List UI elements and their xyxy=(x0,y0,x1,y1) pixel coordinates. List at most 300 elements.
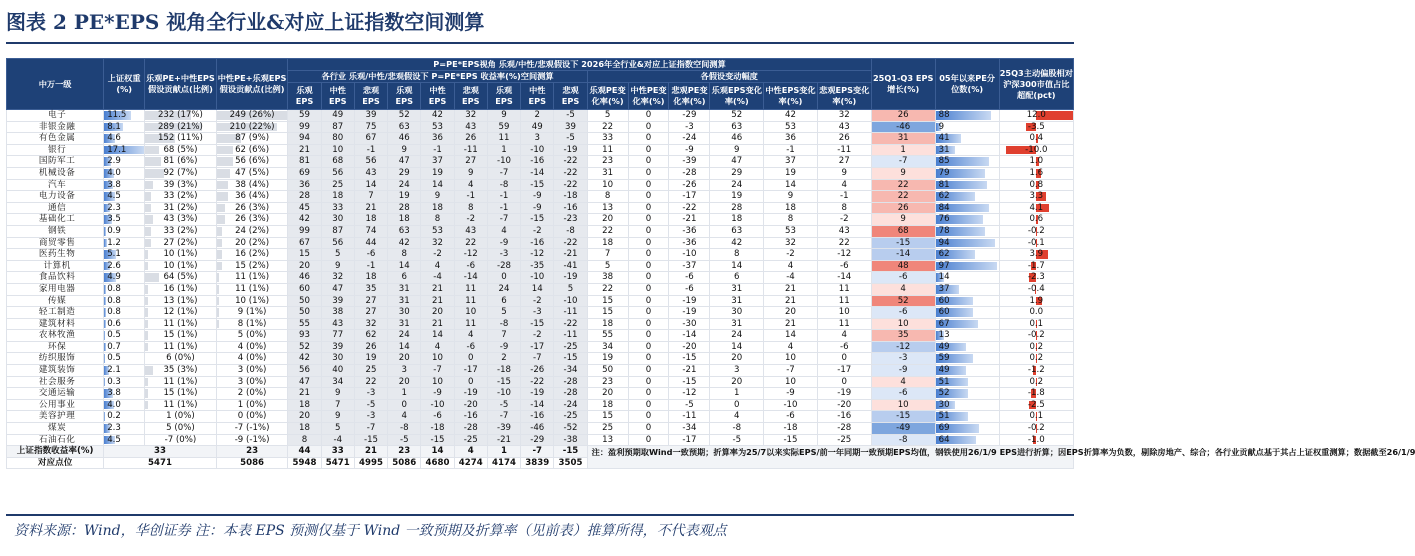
value-cell: 6 xyxy=(487,295,520,307)
value-cell: 3 xyxy=(710,365,764,377)
pe-percentile-value: 31 xyxy=(938,144,950,155)
value-cell: 24 xyxy=(388,179,421,191)
contrib-b-cell xyxy=(216,365,288,377)
weight-cell xyxy=(104,365,145,377)
contrib-a-cell xyxy=(145,191,217,203)
value-cell: 39 xyxy=(321,341,354,353)
value-cell: -15 xyxy=(354,434,387,446)
value-cell: 0 xyxy=(628,388,669,400)
value-cell: -17 xyxy=(669,434,710,446)
overweight-cell xyxy=(999,260,1073,272)
value-cell: -18 xyxy=(764,423,818,435)
value-cell: 5 xyxy=(587,110,628,122)
value-cell: 0 xyxy=(487,272,520,284)
table-row xyxy=(7,225,1074,237)
eps-growth-cell: -8 xyxy=(871,434,935,446)
value-cell: -15 xyxy=(764,434,818,446)
contrib-b-value: 87 (9%) xyxy=(235,133,270,144)
value-cell: 59 xyxy=(487,121,520,133)
value-cell: 0 xyxy=(628,144,669,156)
value-cell: 37 xyxy=(764,156,818,168)
value-cell: -12 xyxy=(521,249,554,261)
value-cell: 0 xyxy=(628,237,669,249)
group-header-returns: 各行业 乐观/中性/悲观假设下 P=PE*EPS 收益率(%)空间测算 xyxy=(288,71,587,83)
value-cell: 7 xyxy=(587,249,628,261)
value-cell: 4 xyxy=(817,330,871,342)
value-cell: 0 xyxy=(628,307,669,319)
value-cell: -3 xyxy=(669,121,710,133)
value-cell: 0 xyxy=(628,365,669,377)
contrib-a-value: -7 (0%) xyxy=(164,434,197,445)
overweight-value: 0.1 xyxy=(1029,318,1044,329)
value-cell: 4 xyxy=(454,330,487,342)
contrib-a-value: 152 (11%) xyxy=(157,133,203,144)
table-body xyxy=(7,110,1415,469)
value-cell: 87 xyxy=(321,225,354,237)
pe-percentile-cell xyxy=(935,388,999,400)
value-cell: -11 xyxy=(817,144,871,156)
value-cell: 32 xyxy=(764,237,818,249)
overweight-cell xyxy=(999,283,1073,295)
contrib-a-cell xyxy=(145,434,217,446)
value-cell: 42 xyxy=(288,353,321,365)
value-cell: -9 xyxy=(764,388,818,400)
value-cell: 27 xyxy=(454,156,487,168)
eps-growth-cell: 68 xyxy=(871,225,935,237)
contrib-b-value: 38 (4%) xyxy=(235,179,270,190)
value-cell: 10 xyxy=(587,179,628,191)
weight-cell xyxy=(104,214,145,226)
index-level-row-value: 5948 xyxy=(288,457,321,469)
value-cell: 5 xyxy=(554,283,587,295)
value-cell: 18 xyxy=(710,214,764,226)
index-return-row-contrib-col: 23 xyxy=(216,446,288,458)
subcol-bear-pe-0: 乐观EPS xyxy=(487,83,520,110)
value-cell: -12 xyxy=(454,249,487,261)
value-cell: -39 xyxy=(487,423,520,435)
value-cell: -24 xyxy=(554,399,587,411)
value-cell: 21 xyxy=(354,202,387,214)
weight-cell xyxy=(104,330,145,342)
pe-percentile-value: 97 xyxy=(938,260,950,271)
value-cell: -6 xyxy=(454,341,487,353)
eps-growth-cell: 9 xyxy=(871,214,935,226)
value-cell: 94 xyxy=(288,133,321,145)
overweight-value: -1.0 xyxy=(1027,434,1045,445)
value-cell: 30 xyxy=(321,214,354,226)
value-cell: -6 xyxy=(817,341,871,353)
value-cell: 67 xyxy=(288,237,321,249)
weight-cell xyxy=(104,353,145,365)
contrib-b-bar xyxy=(217,192,228,201)
value-cell: -22 xyxy=(554,318,587,330)
overweight-cell xyxy=(999,121,1073,133)
overweight-cell xyxy=(999,434,1073,446)
value-cell: -9 xyxy=(487,237,520,249)
value-cell: -19 xyxy=(554,144,587,156)
table-row xyxy=(7,144,1074,156)
contrib-b-cell xyxy=(216,330,288,342)
eps-growth-cell: 4 xyxy=(871,376,935,388)
overweight-value: -1.2 xyxy=(1027,365,1045,376)
contrib-b-cell xyxy=(216,225,288,237)
value-cell: 8 xyxy=(710,249,764,261)
weight-value: 8.1 xyxy=(107,121,121,132)
value-cell: 39 xyxy=(554,121,587,133)
value-cell: -12 xyxy=(669,388,710,400)
value-cell: -38 xyxy=(554,434,587,446)
pe-percentile-cell xyxy=(935,295,999,307)
value-cell: -52 xyxy=(554,423,587,435)
value-cell: 38 xyxy=(321,307,354,319)
weight-cell xyxy=(104,423,145,435)
value-cell: -6 xyxy=(764,411,818,423)
industry-name: 计算机 xyxy=(7,260,104,272)
eps-growth-cell: 26 xyxy=(871,202,935,214)
value-cell: 35 xyxy=(354,283,387,295)
weight-value: 2.9 xyxy=(107,156,121,167)
value-cell: 14 xyxy=(354,179,387,191)
overweight-value: 12.0 xyxy=(1026,110,1046,120)
weight-value: 0.3 xyxy=(107,376,121,387)
value-cell: 47 xyxy=(710,156,764,168)
value-cell: -1 xyxy=(487,191,520,203)
value-cell: -15 xyxy=(521,318,554,330)
weight-value: 0.7 xyxy=(107,341,121,352)
value-cell: 43 xyxy=(817,121,871,133)
value-cell: -8 xyxy=(554,225,587,237)
contrib-a-value: 15 (1%) xyxy=(163,388,198,399)
overweight-cell xyxy=(999,144,1073,156)
value-cell: 18 xyxy=(388,214,421,226)
table-row xyxy=(7,191,1074,203)
value-cell: -9 xyxy=(521,191,554,203)
pe-percentile-value: 51 xyxy=(938,411,950,422)
contrib-a-cell xyxy=(145,202,217,214)
pe-percentile-cell xyxy=(935,434,999,446)
value-cell: -11 xyxy=(554,307,587,319)
contrib-a-value: 27 (2%) xyxy=(163,237,198,248)
value-cell: 5 xyxy=(321,423,354,435)
contrib-b-value: 9 (1%) xyxy=(237,307,267,318)
contrib-a-bar xyxy=(145,366,153,375)
value-cell: -22 xyxy=(554,179,587,191)
value-cell: -11 xyxy=(669,411,710,423)
pe-percentile-value: 13 xyxy=(938,330,950,341)
contrib-a-value: 15 (1%) xyxy=(163,330,198,341)
pe-percentile-cell xyxy=(935,411,999,423)
contrib-a-cell xyxy=(145,249,217,261)
value-cell: 68 xyxy=(321,156,354,168)
weight-value: 4.6 xyxy=(107,133,121,144)
value-cell: 99 xyxy=(288,225,321,237)
weight-value: 11.5 xyxy=(107,110,127,120)
weight-value: 0.2 xyxy=(107,411,121,422)
value-cell: 24 xyxy=(710,330,764,342)
contrib-b-value: 1 (0%) xyxy=(237,399,267,410)
contrib-b-cell xyxy=(216,272,288,284)
pe-percentile-cell xyxy=(935,376,999,388)
value-cell: -1 xyxy=(487,202,520,214)
value-cell: -21 xyxy=(669,214,710,226)
value-cell: -10 xyxy=(521,144,554,156)
overweight-value: 0.4 xyxy=(1029,133,1044,144)
value-cell: 36 xyxy=(288,179,321,191)
value-cell: -6 xyxy=(354,249,387,261)
pe-percentile-value: 49 xyxy=(938,341,950,352)
value-cell: 18 xyxy=(587,318,628,330)
weight-cell xyxy=(104,237,145,249)
table-row xyxy=(7,272,1074,284)
value-cell: 24 xyxy=(710,179,764,191)
value-cell: -46 xyxy=(521,423,554,435)
subcol-bear-pe-2: 悲观EPS xyxy=(554,83,587,110)
value-cell: -17 xyxy=(521,341,554,353)
value-cell: 3 xyxy=(388,365,421,377)
pe-percentile-cell xyxy=(935,365,999,377)
value-cell: 53 xyxy=(421,121,454,133)
value-cell: 21 xyxy=(764,283,818,295)
value-cell: 11 xyxy=(454,283,487,295)
col-weight: 上证权重 (%) xyxy=(104,59,145,110)
weight-cell xyxy=(104,341,145,353)
pe-percentile-cell xyxy=(935,214,999,226)
value-cell: -11 xyxy=(554,330,587,342)
contrib-b-cell xyxy=(216,423,288,435)
value-cell: -6 xyxy=(669,272,710,284)
contrib-a-cell xyxy=(145,237,217,249)
value-cell: 0 xyxy=(628,249,669,261)
value-cell: -28 xyxy=(487,260,520,272)
overweight-value: -1.8 xyxy=(1027,388,1045,399)
value-cell: 20 xyxy=(587,388,628,400)
value-cell: 9 xyxy=(710,144,764,156)
value-cell: 25 xyxy=(587,423,628,435)
pe-percentile-cell xyxy=(935,330,999,342)
weight-cell xyxy=(104,318,145,330)
contrib-a-cell xyxy=(145,179,217,191)
industry-name: 建筑材料 xyxy=(7,318,104,330)
value-cell: 14 xyxy=(421,330,454,342)
contrib-b-value: 8 (1%) xyxy=(237,318,267,329)
pe-percentile-cell xyxy=(935,318,999,330)
contrib-b-cell xyxy=(216,191,288,203)
weight-value: 0.8 xyxy=(107,295,121,306)
value-cell: 0 xyxy=(817,376,871,388)
value-cell: 9 xyxy=(454,167,487,179)
overweight-value: -0.4 xyxy=(1027,283,1045,294)
contrib-b-cell xyxy=(216,388,288,400)
eps-growth-cell: 31 xyxy=(871,133,935,145)
table-row xyxy=(7,202,1074,214)
contrib-b-value: -7 (-1%) xyxy=(234,423,270,434)
table-row xyxy=(7,237,1074,249)
value-cell: 0 xyxy=(628,110,669,122)
overweight-value: -10.0 xyxy=(1025,144,1048,155)
value-cell: -7 xyxy=(521,353,554,365)
contrib-a-bar xyxy=(145,401,148,410)
value-cell: 9 xyxy=(321,260,354,272)
value-cell: -8 xyxy=(388,423,421,435)
contrib-b-value: 62 (6%) xyxy=(235,144,270,155)
overweight-value: 1.0 xyxy=(1029,156,1044,167)
value-cell: 74 xyxy=(354,225,387,237)
value-cell: -15 xyxy=(521,179,554,191)
contrib-a-value: 16 (1%) xyxy=(163,283,198,294)
overweight-cell xyxy=(999,191,1073,203)
pe-percentile-cell xyxy=(935,399,999,411)
contrib-a-cell xyxy=(145,353,217,365)
value-cell: 20 xyxy=(710,353,764,365)
col-contrib-b: 中性PE+乐观EPS假设贡献点(比例) xyxy=(216,59,288,110)
overweight-cell xyxy=(999,133,1073,145)
value-cell: -16 xyxy=(454,411,487,423)
value-cell: 4 xyxy=(487,225,520,237)
contrib-a-bar xyxy=(145,378,148,387)
contrib-a-cell xyxy=(145,423,217,435)
contrib-b-value: 24 (2%) xyxy=(235,225,270,236)
contrib-b-cell xyxy=(216,307,288,319)
value-cell: -3 xyxy=(487,249,520,261)
value-cell: 44 xyxy=(354,237,387,249)
index-return-row-value: 23 xyxy=(388,446,421,458)
table-row xyxy=(7,121,1074,133)
value-cell: -28 xyxy=(454,423,487,435)
contrib-b-value: 3 (0%) xyxy=(237,376,267,387)
value-cell: -16 xyxy=(521,237,554,249)
weight-cell xyxy=(104,399,145,411)
col-eps-growth: 25Q1-Q3 EPS增长(%) xyxy=(871,59,935,110)
value-cell: -11 xyxy=(454,144,487,156)
weight-cell xyxy=(104,272,145,284)
industry-name: 煤炭 xyxy=(7,423,104,435)
value-cell: 38 xyxy=(587,272,628,284)
contrib-a-bar xyxy=(145,262,148,271)
industry-name: 农林牧渔 xyxy=(7,330,104,342)
value-cell: -18 xyxy=(421,423,454,435)
value-cell: -16 xyxy=(817,411,871,423)
pe-percentile-cell xyxy=(935,110,999,122)
pe-percentile-value: 84 xyxy=(938,202,950,213)
weight-cell xyxy=(104,260,145,272)
value-cell: 7 xyxy=(354,191,387,203)
value-cell: -17 xyxy=(669,191,710,203)
subcol-bear-pe-1: 中性EPS xyxy=(521,83,554,110)
weight-bar xyxy=(104,320,105,329)
industry-name: 建筑装饰 xyxy=(7,365,104,377)
contrib-a-cell xyxy=(145,318,217,330)
value-cell: 21 xyxy=(764,318,818,330)
industry-name: 家用电器 xyxy=(7,283,104,295)
value-cell: -9 xyxy=(421,388,454,400)
value-cell: 0 xyxy=(628,225,669,237)
contrib-a-value: 1 (0%) xyxy=(166,411,195,422)
value-cell: 14 xyxy=(710,341,764,353)
weight-value: 0.8 xyxy=(107,283,121,294)
value-cell: 4 xyxy=(454,179,487,191)
value-cell: 15 xyxy=(587,411,628,423)
overweight-cell xyxy=(999,295,1073,307)
value-cell: 6 xyxy=(388,272,421,284)
value-cell: -18 xyxy=(487,365,520,377)
weight-value: 4.5 xyxy=(107,434,121,445)
title-divider xyxy=(6,42,1074,44)
subcol-bull-pe-1: 中性EPS xyxy=(321,83,354,110)
contrib-a-cell xyxy=(145,121,217,133)
contrib-a-bar xyxy=(145,285,148,294)
pe-percentile-cell xyxy=(935,133,999,145)
eps-growth-cell: -46 xyxy=(871,121,935,133)
overweight-value: 0.2 xyxy=(1029,341,1044,352)
value-cell: 46 xyxy=(388,133,421,145)
contrib-a-cell xyxy=(145,307,217,319)
industry-name: 传媒 xyxy=(7,295,104,307)
value-cell: 18 xyxy=(288,423,321,435)
value-cell: 6 xyxy=(710,272,764,284)
overweight-cell xyxy=(999,237,1073,249)
value-cell: 14 xyxy=(764,179,818,191)
weight-bar xyxy=(104,227,106,236)
value-cell: 27 xyxy=(817,156,871,168)
weight-value: 4.0 xyxy=(107,167,121,178)
contrib-b-value: 26 (3%) xyxy=(235,214,270,225)
value-cell: 9 xyxy=(421,191,454,203)
index-return-row-value: -7 xyxy=(521,446,554,458)
value-cell: -21 xyxy=(554,249,587,261)
value-cell: -23 xyxy=(554,214,587,226)
value-cell: 32 xyxy=(421,237,454,249)
value-cell: -5 xyxy=(669,399,710,411)
value-cell: -17 xyxy=(454,365,487,377)
index-return-row-label: 上证指数收益率(%) xyxy=(7,446,104,458)
contrib-a-value: 68 (5%) xyxy=(163,144,198,155)
value-cell: 55 xyxy=(288,318,321,330)
value-cell: 0 xyxy=(628,434,669,446)
contrib-a-value: 10 (1%) xyxy=(163,260,198,271)
contrib-a-cell xyxy=(145,214,217,226)
value-cell: 56 xyxy=(321,237,354,249)
value-cell: 0 xyxy=(710,399,764,411)
contrib-b-value: 4 (0%) xyxy=(237,341,267,352)
value-cell: -28 xyxy=(669,167,710,179)
value-cell: 27 xyxy=(354,307,387,319)
contrib-a-bar xyxy=(145,204,150,213)
value-cell: 8 xyxy=(817,202,871,214)
value-cell: -20 xyxy=(454,399,487,411)
index-level-row-value: 4995 xyxy=(354,457,387,469)
value-cell: -2 xyxy=(817,214,871,226)
value-cell: 42 xyxy=(710,237,764,249)
value-cell: 20 xyxy=(587,214,628,226)
value-cell: -2 xyxy=(454,214,487,226)
weight-value: 4.9 xyxy=(107,272,121,283)
weight-bar xyxy=(104,378,105,387)
value-cell: -8 xyxy=(487,318,520,330)
value-cell: -5 xyxy=(554,110,587,122)
value-cell: 8 xyxy=(421,214,454,226)
table-row xyxy=(7,283,1074,295)
table-row xyxy=(7,434,1074,446)
subcol-bull-pe-0: 乐观EPS xyxy=(288,83,321,110)
contrib-b-bar xyxy=(217,239,222,248)
subcol-bull-pe-2: 悲观EPS xyxy=(354,83,387,110)
weight-value: 2.1 xyxy=(107,365,121,376)
industry-name: 食品饮料 xyxy=(7,272,104,284)
overweight-cell xyxy=(999,411,1073,423)
contrib-b-cell xyxy=(216,295,288,307)
contrib-a-cell xyxy=(145,295,217,307)
overweight-cell xyxy=(999,423,1073,435)
